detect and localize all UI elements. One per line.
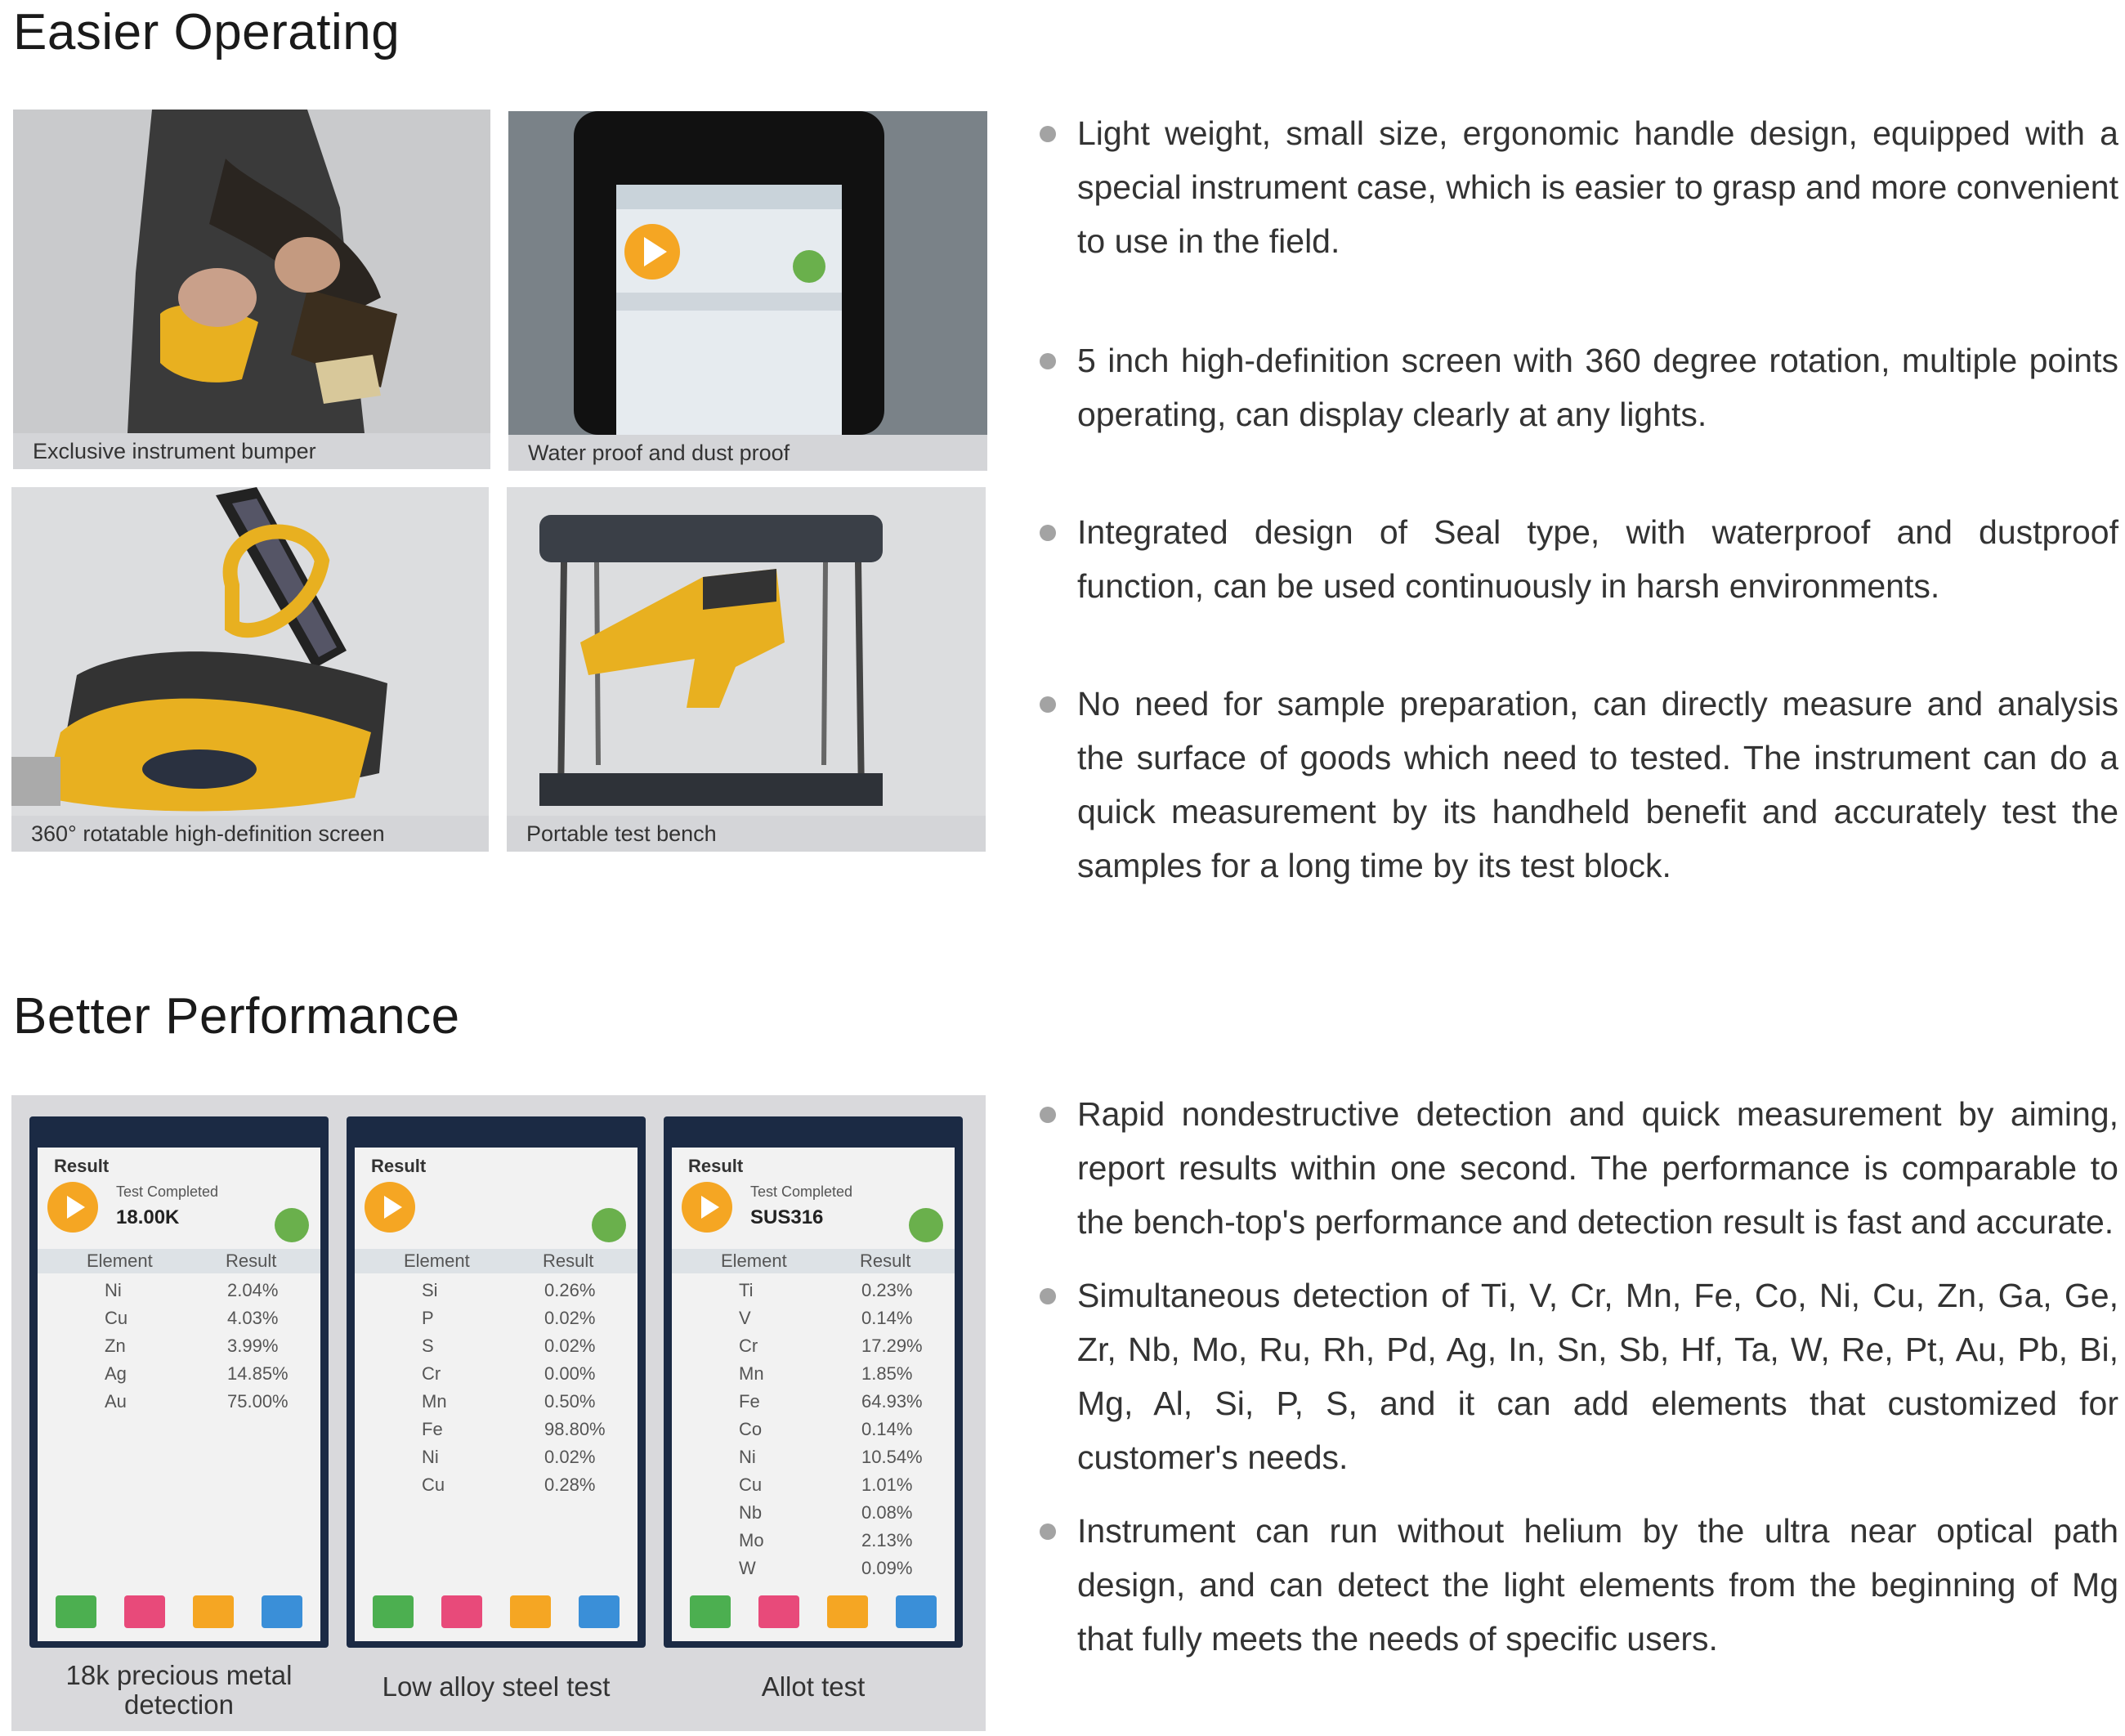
element-result: 0.23% — [861, 1280, 913, 1300]
report-icon[interactable] — [124, 1595, 165, 1628]
chart-icon[interactable] — [827, 1595, 868, 1628]
element-symbol: Nb — [739, 1502, 763, 1523]
photo-caption: 360° rotatable high-definition screen — [11, 816, 489, 852]
sample-name: SUS316 — [750, 1206, 824, 1228]
element-result: 1.01% — [861, 1474, 913, 1495]
element-symbol: W — [739, 1558, 756, 1578]
bullet-item: Simultaneous detection of Ti, V, Cr, Mn, Fe, Co, Ni, Cu, Zn, Ga, Ge, Zr, Nb, Mo, Ru, Rh, Pd, Ag, In, Sn, Sb, Hf, Ta, W, Re, Pt, Au, Pb, Bi, Mg, Al, Si, P, S, and it can add elements that customized for customer's needs. — [1036, 1268, 2118, 1484]
result-heading: Result — [54, 1156, 110, 1176]
bullet-item: Instrument can run without helium by the ultra near optical path design, and can detect the light elements from the beginning of Mg that fully meets the needs of specific users. — [1036, 1504, 2118, 1666]
element-symbol: Mn — [739, 1363, 764, 1384]
screens-panel — [11, 1095, 986, 1731]
element-symbol: Mn — [422, 1391, 447, 1412]
bullet-item: Integrated design of Seal type, with waterproof and dustproof function, can be used continuously in harsh environments. — [1036, 505, 2118, 613]
element-symbol: Mo — [739, 1530, 764, 1550]
home-icon[interactable] — [56, 1595, 96, 1628]
element-result: 0.14% — [861, 1419, 913, 1439]
bar-chart-icon[interactable] — [896, 1595, 937, 1628]
element-result: 0.02% — [544, 1336, 596, 1356]
phone-screen — [347, 1116, 646, 1648]
test-bench-illustration — [507, 487, 986, 816]
element-symbol: Ag — [105, 1363, 127, 1384]
element-column-header: Element — [404, 1251, 470, 1271]
bullet-item: No need for sample preparation, can directly measure and analysis the surface of goods which need to tested. The instrument can do a quick measurement by its handheld benefit and accurately test the samples for a long time by its test block. — [1036, 677, 2118, 893]
element-result: 0.09% — [861, 1558, 913, 1578]
refresh-icon[interactable] — [592, 1208, 626, 1242]
refresh-icon[interactable] — [909, 1208, 943, 1242]
element-symbol: Cu — [105, 1308, 128, 1328]
test-status: Test Completed — [116, 1183, 219, 1200]
bumper-photo — [13, 110, 490, 469]
phone-screen — [664, 1116, 963, 1648]
element-column-header: Element — [721, 1251, 787, 1271]
element-symbol: Fe — [739, 1391, 760, 1412]
bullet-dot-icon — [1040, 525, 1056, 541]
element-result: 2.04% — [227, 1280, 279, 1300]
element-symbol: Cr — [739, 1336, 758, 1356]
element-symbol: Cu — [739, 1474, 763, 1495]
element-result: 0.02% — [544, 1308, 596, 1328]
refresh-icon[interactable] — [275, 1208, 309, 1242]
element-table-header — [38, 1249, 320, 1273]
result-heading: Result — [688, 1156, 744, 1176]
element-symbol: Ti — [739, 1280, 754, 1300]
element-symbol: Co — [739, 1419, 763, 1439]
element-symbol: Cr — [422, 1363, 441, 1384]
rotating-screen-photo — [11, 487, 489, 852]
element-result: 0.14% — [861, 1308, 913, 1328]
result-heading: Result — [371, 1156, 427, 1176]
result-column-header: Result — [543, 1251, 594, 1271]
waterproof-screen-illustration — [508, 111, 987, 435]
bullet-item: Light weight, small size, ergonomic handle design, equipped with a special instrument case, which is easier to grasp and more convenient to use in the field. — [1036, 106, 2118, 268]
better-performance-bullets — [1036, 1087, 2118, 1666]
test-status: Test Completed — [750, 1183, 853, 1200]
bullet-dot-icon — [1040, 1288, 1056, 1304]
element-symbol: Ni — [422, 1447, 439, 1467]
bullet-item: 5 inch high-definition screen with 360 degree rotation, multiple points operating, can display clearly at any lights. — [1036, 333, 2118, 441]
element-result: 64.93% — [861, 1391, 923, 1412]
bar-chart-icon[interactable] — [262, 1595, 302, 1628]
element-symbol: S — [422, 1336, 434, 1356]
element-result: 1.85% — [861, 1363, 913, 1384]
element-result: 2.13% — [861, 1530, 913, 1550]
report-icon[interactable] — [758, 1595, 799, 1628]
element-result: 3.99% — [227, 1336, 279, 1356]
element-table-header — [355, 1249, 638, 1273]
element-result: 0.02% — [544, 1447, 596, 1467]
photo-caption: Water proof and dust proof — [508, 435, 987, 471]
element-result: 4.03% — [227, 1308, 279, 1328]
element-symbol: Cu — [422, 1474, 445, 1495]
screen-display — [38, 1148, 320, 1641]
screen-caption: 18k precious metal detection — [65, 1660, 293, 1720]
element-result: 98.80% — [544, 1419, 606, 1439]
element-symbol: Si — [422, 1280, 438, 1300]
bullet-dot-icon — [1040, 696, 1056, 713]
screen-display — [672, 1148, 955, 1641]
sample-name: 18.00K — [116, 1206, 180, 1228]
photo-caption: Portable test bench — [507, 816, 986, 852]
element-column-header: Element — [87, 1251, 153, 1271]
element-table-header — [672, 1249, 955, 1273]
screen-display — [355, 1148, 638, 1641]
result-column-header: Result — [860, 1251, 911, 1271]
bullet-dot-icon — [1040, 1523, 1056, 1540]
element-result: 75.00% — [227, 1391, 289, 1412]
bullet-dot-icon — [1040, 126, 1056, 142]
element-symbol: Ni — [739, 1447, 756, 1467]
element-result: 14.85% — [227, 1363, 289, 1384]
element-symbol: Au — [105, 1391, 127, 1412]
element-result: 0.50% — [544, 1391, 596, 1412]
home-icon[interactable] — [373, 1595, 414, 1628]
screen-photo — [508, 111, 987, 471]
phone-screen — [29, 1116, 329, 1648]
screen-caption: Allot test — [761, 1671, 866, 1702]
bullet-dot-icon — [1040, 1107, 1056, 1123]
element-symbol: Zn — [105, 1336, 126, 1356]
chart-icon[interactable] — [193, 1595, 234, 1628]
element-symbol: P — [422, 1308, 434, 1328]
element-symbol: Ni — [105, 1280, 122, 1300]
element-result: 0.28% — [544, 1474, 596, 1495]
chart-icon[interactable] — [510, 1595, 551, 1628]
easier-operating-bullets — [1036, 106, 2118, 893]
bullet-item: Rapid nondestructive detection and quick measurement by aiming, report results within one second. The performance is comparable to the bench-top's performance and detection result is fast and accurate. — [1036, 1087, 2118, 1249]
element-result: 0.00% — [544, 1363, 596, 1384]
home-icon[interactable] — [690, 1595, 731, 1628]
play-icon[interactable] — [47, 1182, 98, 1233]
element-symbol: Fe — [422, 1419, 443, 1439]
bullet-dot-icon — [1040, 353, 1056, 369]
rotating-screen-illustration — [11, 487, 489, 816]
screen-caption: Low alloy steel test — [382, 1671, 611, 1702]
report-icon[interactable] — [441, 1595, 482, 1628]
bar-chart-icon[interactable] — [579, 1595, 620, 1628]
element-result: 17.29% — [861, 1336, 923, 1356]
play-icon[interactable] — [365, 1182, 415, 1233]
element-result: 0.26% — [544, 1280, 596, 1300]
element-symbol: V — [739, 1308, 751, 1328]
test-bench-photo — [507, 487, 986, 852]
bumper-illustration — [13, 110, 490, 433]
section-title-better-performance: Better Performance — [13, 988, 460, 1045]
element-result: 10.54% — [861, 1447, 923, 1467]
play-icon[interactable] — [682, 1182, 732, 1233]
section-title-easier-operating: Easier Operating — [13, 4, 400, 60]
photo-caption: Exclusive instrument bumper — [13, 433, 490, 469]
result-column-header: Result — [226, 1251, 277, 1271]
element-result: 0.08% — [861, 1502, 913, 1523]
